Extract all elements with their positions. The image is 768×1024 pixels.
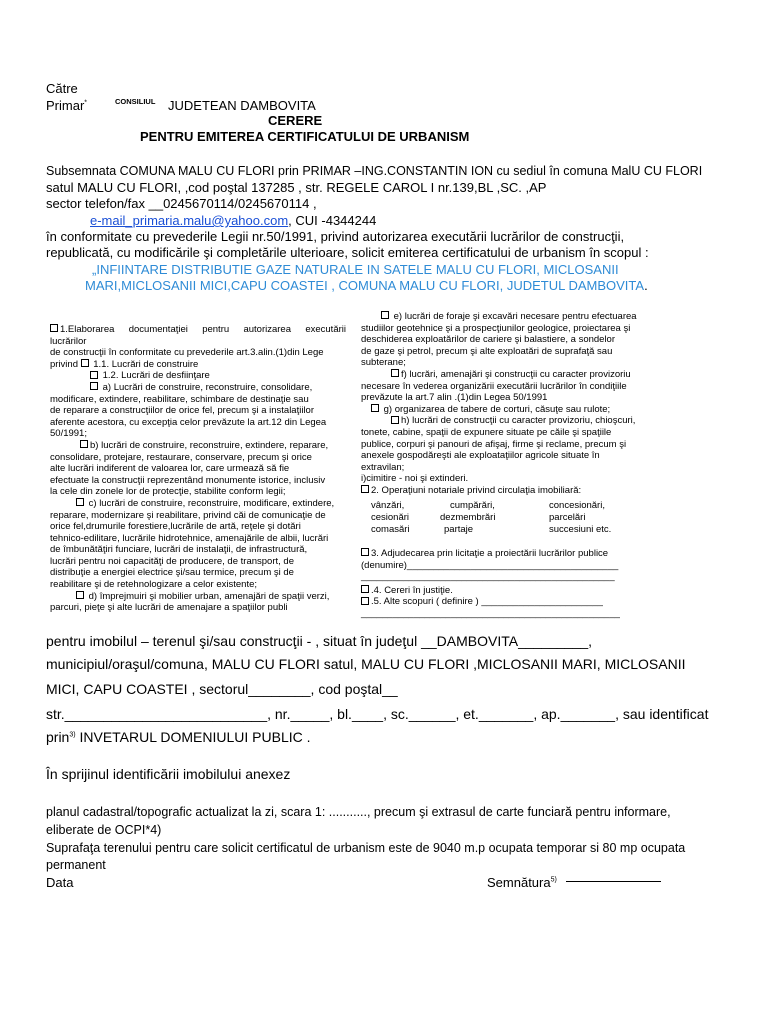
checkbox-icon[interactable] <box>76 591 84 599</box>
property-line-2: municipiul/oraşul/comuna, MALU CU FLORI satul, MALU CU FLORI ,MICLOSANII MARI, MICLOSANII <box>46 656 686 672</box>
left-text: aferente acestora, cu excepţia celor prevăzute la art.12 din Legea <box>50 416 327 428</box>
left-text: efectuate la construcţii reprezentând monumente istorice, inclusiv <box>50 474 326 486</box>
plan-line-2: eliberate de OCPI*4) <box>46 823 162 837</box>
right-text: deschiderea exploatărilor de cariere şi balastiere, a sondelor <box>361 334 616 346</box>
applicant-line-3: sector telefon/fax __0245670114/0245670114 , <box>46 196 317 211</box>
option-1-1: privind 1.1. Lucrări de construire <box>50 358 199 370</box>
annex-label: În sprijinul identificării imobilului anexez <box>46 766 291 782</box>
signature-line[interactable] <box>566 881 661 882</box>
option-1: 1.Elaborarea documentaţiei pentru autorizarea executării <box>50 324 346 336</box>
checkbox-icon[interactable] <box>50 324 58 332</box>
left-column <box>50 324 346 614</box>
document-subtitle: PENTRU EMITEREA CERTIFICATULUI DE URBANISM <box>140 129 470 144</box>
right-column <box>361 311 657 497</box>
left-text: la cele din zonele lor de protecţie, stabilite conform legii; <box>50 486 286 498</box>
right-text: de gaze şi petrol, precum şi alte exploatări de suprafaţă sau <box>361 345 613 357</box>
right-text: ________________________________________________ <box>361 571 615 583</box>
parcelari: parcelări <box>549 512 586 523</box>
applicant-line-4: e-mail_primaria.malu@yahoo.com, CUI -4344244 <box>90 213 377 228</box>
checkbox-icon[interactable] <box>76 498 84 506</box>
judetean-label: JUDETEAN DAMBOVITA <box>168 98 316 113</box>
left-text: lucrări pentru noi capacităţi de producere, de transport, de <box>50 555 294 567</box>
purpose-line-2: MARI,MICLOSANII MICI,CAPU COASTEI , COMUNA MALU CU FLORI, JUDETUL DAMBOVITA. <box>85 278 648 293</box>
surface-line-2: permanent <box>46 858 106 872</box>
left-text: distribuţie a energiei electrice şi/sau termice, precum şi de <box>50 567 294 579</box>
partaje: partaje <box>444 524 474 535</box>
left-text: 50/1991; <box>50 428 87 440</box>
dezmembrari: dezmembrări <box>440 512 496 523</box>
option-3: 3. Adjudecarea prin licitaţie a proiectării lucrărilor publice <box>361 548 657 560</box>
left-text: lucrărilor <box>50 335 87 347</box>
consiliul-label: CONSILIUL <box>115 97 156 106</box>
right-text: tonete, cabine, spaţii de expunere situate pe căile şi spaţiile <box>361 426 612 438</box>
right-column-lower <box>361 548 657 620</box>
applicant-line-1: Subsemnata COMUNA MALU CU FLORI prin PRIMAR –ING.CONSTANTIN ION cu sediul în comuna MalU CU FLORI <box>46 164 703 178</box>
comasari: comasări <box>371 524 410 535</box>
option-5: .5. Alte scopuri ( definire ) _______________________ <box>361 596 657 608</box>
email-link[interactable]: e-mail_primaria.malu@yahoo.com <box>90 213 289 228</box>
checkbox-icon[interactable] <box>90 382 98 390</box>
property-line-4: str.__________________________, nr._____, bl.____, sc.______, et._______, ap._______, sau identificat <box>46 706 709 722</box>
checkbox-icon[interactable] <box>361 585 369 593</box>
left-text: orice fel,drumurile forestiere,lucrările de artă, reţele şi dotări <box>50 521 301 533</box>
checkbox-icon[interactable] <box>381 311 389 319</box>
option-h: h) lucrări de construcţii cu caracter provizoriu, chioşcuri, <box>361 415 657 427</box>
right-text: _________________________________________________ <box>361 607 620 619</box>
option-1-2: 1.2. Lucrări de desfiinţare <box>50 370 346 382</box>
left-text: de reparare a construcţiilor de orice fel, precum şi a instalaţiilor <box>50 405 315 417</box>
checkbox-icon[interactable] <box>90 371 98 379</box>
checkbox-icon[interactable] <box>80 440 88 448</box>
right-text: studiilor geotehnice şi a prospecţiunilor geologice, proiectarea şi <box>361 322 631 334</box>
right-text: extravilan; <box>361 461 405 473</box>
left-text: de construcţii în conformitate cu prevederile art.3.alin.(1)din Lege <box>50 347 324 359</box>
right-text: publice, corpuri şi panouri de afişaj, firme şi reclame, precum şi <box>361 438 627 450</box>
left-text: tehnico-edilitare, lucrările hidrotehnice, amenajările de albii, lucrări <box>50 532 329 544</box>
option-2: 2. Operaţiuni notariale privind circulaţia imobiliară: <box>361 485 657 497</box>
option-4: .4. Cereri în justiţie. <box>361 585 657 597</box>
option-c: c) lucrări de construire, reconstruire, modificare, extindere, <box>50 498 346 510</box>
checkbox-icon[interactable] <box>361 548 369 556</box>
right-text: anexele gospodăreşti ale exploataţiilor agricole situate în <box>361 450 600 462</box>
right-text: subterane; <box>361 357 406 369</box>
right-text: prevăzute la art.7 alin .(1)din Legea 50/1991 <box>361 392 548 404</box>
right-text: necesare în vederea organizării executării lucrărilor în condiţiile <box>361 380 627 392</box>
property-line-1: pentru imobilul – terenul şi/sau construcţii - , situat în judeţul __DAMBOVITA_________, <box>46 633 593 649</box>
addressee-label: Către <box>46 81 78 96</box>
date-label: Data <box>46 875 74 890</box>
signature-label: Semnătura$^{5)}$ <box>487 875 557 890</box>
applicant-line-5: în conformitate cu prevederile Legii nr.50/1991, privind autorizarea executării lucrărilor de construcţii, <box>46 229 625 244</box>
option-b: b) lucrări de construire, reconstruire, extindere, reparare, <box>50 440 346 452</box>
plan-line-1: planul cadastral/topografic actualizat la zi, scara 1: ..........., precum şi extrasul de carte funciară pentru informare, <box>46 805 671 819</box>
left-text: de îmbunătăţiri funciare, lucrări de instalaţii, de infrastructură, <box>50 544 308 556</box>
left-text: modificare, extindere, reabilitare, schimbare de destinaţie sau <box>50 393 309 405</box>
left-text: parcuri, pieţe şi alte lucrări de amenajare a spaţiilor publi <box>50 602 288 614</box>
applicant-line-2: satul MALU CU FLORI, ,cod poştal 137285 , str. REGELE CAROL I nr.139,BL ,SC. ,AP <box>46 180 547 195</box>
cumparari: cumpărări, <box>450 500 495 511</box>
checkbox-icon[interactable] <box>391 369 399 377</box>
surface-line-1: Suprafaţa terenului pentru care solicit certificatul de urbanism este de 9040 m.p ocupata temporar si 80 mp ocupata <box>46 841 686 855</box>
left-text: consolidare, protejare, restaurare, conservare, precum şi orice <box>50 451 312 463</box>
concesionari: concesionări, <box>549 500 605 511</box>
succesiuni: succesiuni etc. <box>549 524 612 535</box>
left-text: alte lucrări indiferent de valoarea lor, care urmează să fie <box>50 463 290 475</box>
vanzari: vânzări, <box>371 500 405 511</box>
left-text: reparare, modernizare şi reabilitare, privind căi de comunicaţie de <box>50 509 326 521</box>
option-f: f) lucrări, amenajări şi construcţii cu caracter provizoriu <box>361 369 657 381</box>
option-e: e) lucrări de foraje şi excavări necesare pentru efectuarea <box>361 311 657 323</box>
checkbox-icon[interactable] <box>371 404 379 412</box>
property-line-5: prin$^{3)}$ INVETARUL DOMENIULUI PUBLIC . <box>46 729 311 745</box>
purpose-line-1: „INFIINTARE DISTRIBUTIE GAZE NATURALE IN SATELE MALU CU FLORI, MICLOSANII <box>92 262 619 277</box>
checkbox-icon[interactable] <box>81 359 89 367</box>
option-i: i)cimitire - noi şi extinderi. <box>361 473 469 485</box>
checkbox-icon[interactable] <box>391 416 399 424</box>
left-text: reabilitare şi de retehnologizare a celor existente; <box>50 579 258 591</box>
applicant-line-6: republicată, cu modificările şi completările ulterioare, solicit emiterea certificatului de urbanism în scopul : <box>46 245 649 260</box>
checkbox-icon[interactable] <box>361 597 369 605</box>
cesionari: cesionări <box>371 512 410 523</box>
checkbox-icon[interactable] <box>361 485 369 493</box>
option-a: a) Lucrări de construire, reconstruire, consolidare, <box>50 382 346 394</box>
document-title: CERERE <box>268 113 323 128</box>
option-d: d) împrejmuiri şi mobilier urban, amenajări de spaţii verzi, <box>50 591 346 603</box>
right-text: (denumire)________________________________________ <box>361 559 619 571</box>
primar-label: Primar* <box>46 98 88 113</box>
option-g: g) organizarea de tabere de corturi, căsuţe sau rulote; <box>361 404 657 416</box>
property-line-3: MICI, CAPU COASTEI , sectorul________, cod poştal__ <box>46 681 398 697</box>
